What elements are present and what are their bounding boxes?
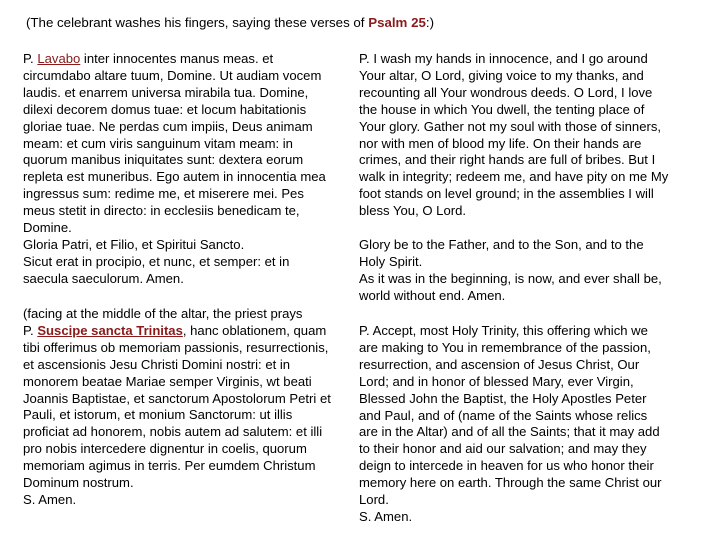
suscipe-english-text: P. Accept, most Holy Trinity, this offering which we are making to You in remembrance of the passion, resurrection, and ascension of Jesus Christ, Our Lord; and in honor of blessed Mary, ever Virgin, Blessed John the Baptist, the Holy Apostles Peter and Paul, and of (name of the Saints whose relics are in the Altar) and of all the Saints; that it may add to their honor and aid our salvation; and may they deign to intercede in heaven for us who honor their memory here on earth. Through the same Christ our Lord. S. Amen. [359, 323, 662, 524]
suscipe-english [359, 323, 699, 526]
suscipe-rubric: (facing at the middle of the altar, the priest prays [23, 306, 303, 321]
intro-rubric [26, 14, 434, 31]
gloria-english-text: Glory be to the Father, and to the Son, and to the Holy Spirit. As it was in the beginning, is now, and ever shall be, world without end. Amen. [359, 237, 662, 303]
lavabo-english [359, 51, 699, 220]
suscipe-prefix: P. [23, 322, 38, 338]
gloria-latin [23, 237, 358, 288]
suscipe-keyword: Suscipe sancta Trinitas [37, 322, 183, 338]
intro-text: (The celebrant washes his fingers, saying these verses of [26, 15, 369, 30]
intro-end: :) [425, 15, 434, 30]
lavabo-latin [23, 51, 358, 237]
psalm-reference: Psalm 25 [368, 15, 426, 30]
lavabo-prefix: P. [23, 51, 38, 66]
lavabo-latin-text: inter innocentes manus meas. et circumdabo altare tuum, Domine. Ut audiam vocem laudis. et enarrem universa mirabila tua. Domine, dilexi decorem domus tuae: et locum habitationis gloriae tuae. Ne perdas cum impiis, Deus animam meam: et cum viris sanguinum vitam meam: in quorum manibus iniquitates sunt: dextera eorum repleta est muneribus. Ego autem in innocentia mea ingressus sum: redime me, et miserere mei. Pes meus stetit in directo: in ecclesiis benedicam te, Domine. [23, 51, 326, 236]
gloria-english [359, 237, 699, 305]
suscipe-latin [23, 306, 358, 509]
suscipe-latin-text: , hanc oblationem, quam tibi offerimus ob memoriam passionis, resurrectionis, et ascensionis Jesu Christi Domini nostri: et in monorem beatae Mariae semper Virginis, wt beati Joannis Baptistae, et sanctorum Apostolorum Petri et Pauli, et istorum, et monium Sanctorum: ut illis proficiat ad honorem, nobis autem ad salutem: et illi pro nobis intercedere dignentur in coelis, quorum memoriam agimus in terris. Per eumdem Christum Dominum nostrum. S. Amen. [23, 322, 331, 507]
lavabo-english-text: P. I wash my hands in innocence, and I go around Your altar, O Lord, giving voice to my thanks, and recounting all Your wondrous deeds. O Lord, I love the house in which You dwell, the tenting place of Your glory. Gather not my soul with those of sinners, nor with men of blood my life. On their hands are crimes, and their right hands are full of bribes. But I walk in integrity; redeem me, and have pity on me My foot stands on level ground; in the assemblies I will bless You, O Lord. [359, 51, 669, 219]
gloria-latin-text: Gloria Patri, et Filio, et Spiritui Sancto. Sicut erat in procipio, et nunc, et semper: et in saecula saeculorum. Amen. [23, 237, 290, 286]
lavabo-keyword: Lavabo [37, 51, 81, 66]
